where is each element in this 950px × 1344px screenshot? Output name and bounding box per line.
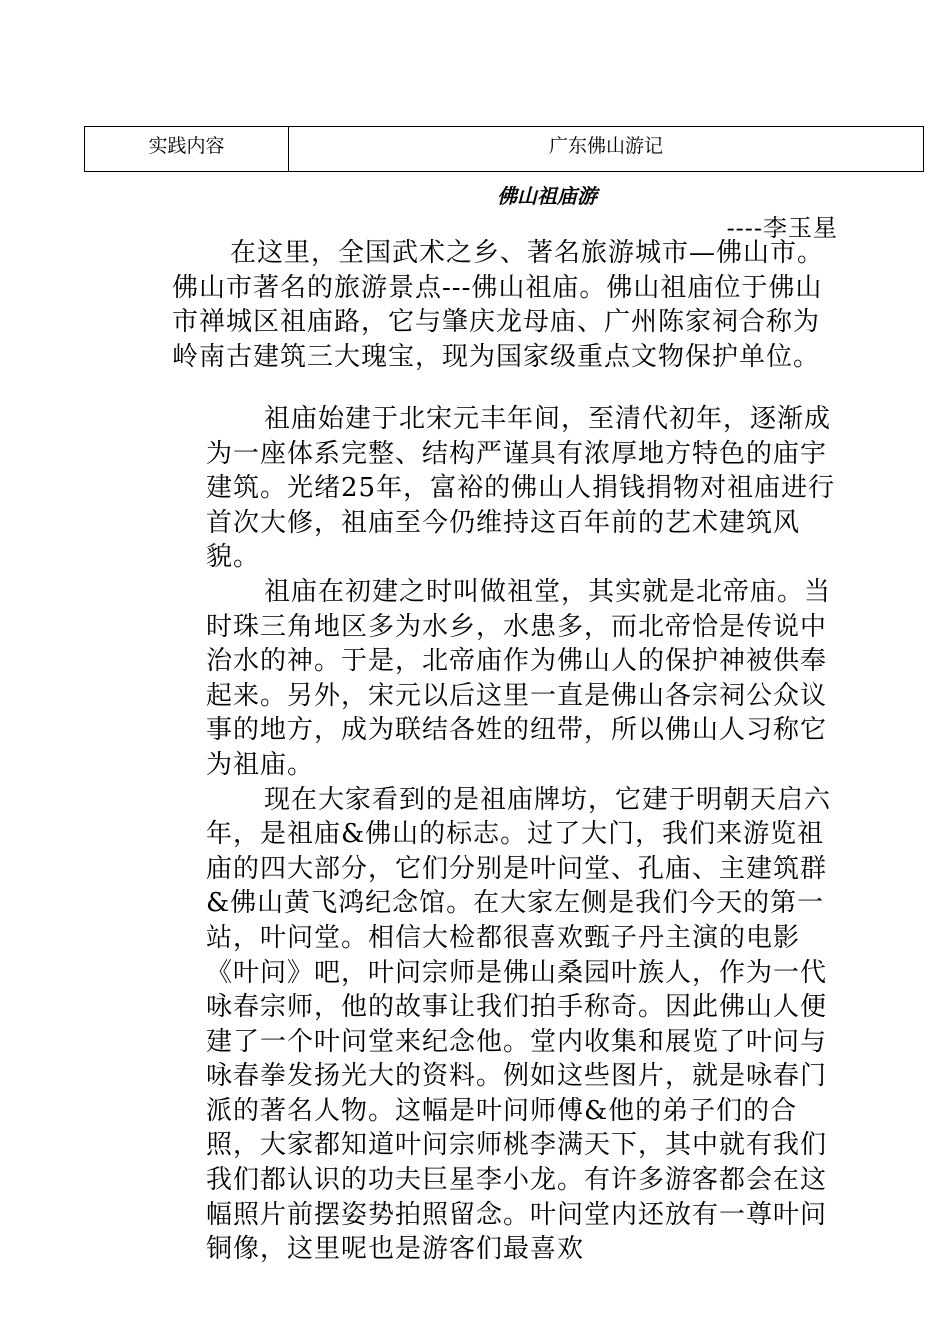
paragraph: 现在大家看到的是祖庙牌坊，它建于明朝天启六年，是祖庙&佛山的标志。过了大门，我们来游览祖庙的四大部分，它们分别是叶问堂、孔庙、主建筑群&佛山黄飞鸿纪念馆。在大家左侧是我们今天的第一站，叶问堂。相信大检都很喜欢甄子丹主演的电影《叶问》吧，叶问宗师是佛山桑园叶族人，作为一代咏春宗师，他的故事让我们拍手称奇。因此佛山人便建了一个叶问堂来纪念他。堂内收集和展览了叶问与咏春拳发扬光大的资料。例如这些图片，就是咏春门派的著名人物。这幅是叶问师傅&他的弟子们的合照，大家都知道叶问宗师桃李满天下，其中就有我们我们都认识的功夫巨星李小龙。有许多游客都会在这幅照片前摆姿势拍照留念。叶问堂内还放有一尊叶问铜像，这里呢也是游客们最喜欢	[206, 784, 832, 1265]
header-table	[84, 126, 924, 172]
article-title: 佛山祖庙游	[497, 184, 597, 208]
paragraph: 祖庙在初建之时叫做祖堂，其实就是北帝庙。当时珠三角地区多为水乡，水患多，而北帝恰是传说中治水的神。于是，北帝庙作为佛山人的保护神被供奉起来。另外，宋元以后这里一直是佛山各宗祠公众议事的地方，成为联结各姓的纽带，所以佛山人习称它为祖庙。	[206, 576, 832, 780]
header-value-cell: 广东佛山游记	[548, 135, 663, 157]
intro-paragraph-block	[172, 236, 838, 374]
paragraph: 在这里，全国武术之乡、著名旅游城市—佛山市。佛山市著名的旅游景点---佛山祖庙。佛山祖庙位于佛山市禅城区祖庙路，它与肇庆龙母庙、广州陈家祠合称为岭南古建筑三大瑰宝，现为国家级重点文物保护单位。	[172, 238, 825, 372]
body-text-block	[206, 402, 838, 1267]
header-label-cell: 实践内容	[85, 127, 289, 171]
article-author: ----李玉星	[726, 214, 838, 242]
paragraph: 祖庙始建于北宋元丰年间，至清代初年，逐渐成为一座体系完整、结构严谨具有浓厚地方特色的庙宇建筑。光绪25年，富裕的佛山人捐钱捐物对祖庙进行首次大修，祖庙至今仍维持这百年前的艺术建筑风貌。	[206, 404, 836, 573]
